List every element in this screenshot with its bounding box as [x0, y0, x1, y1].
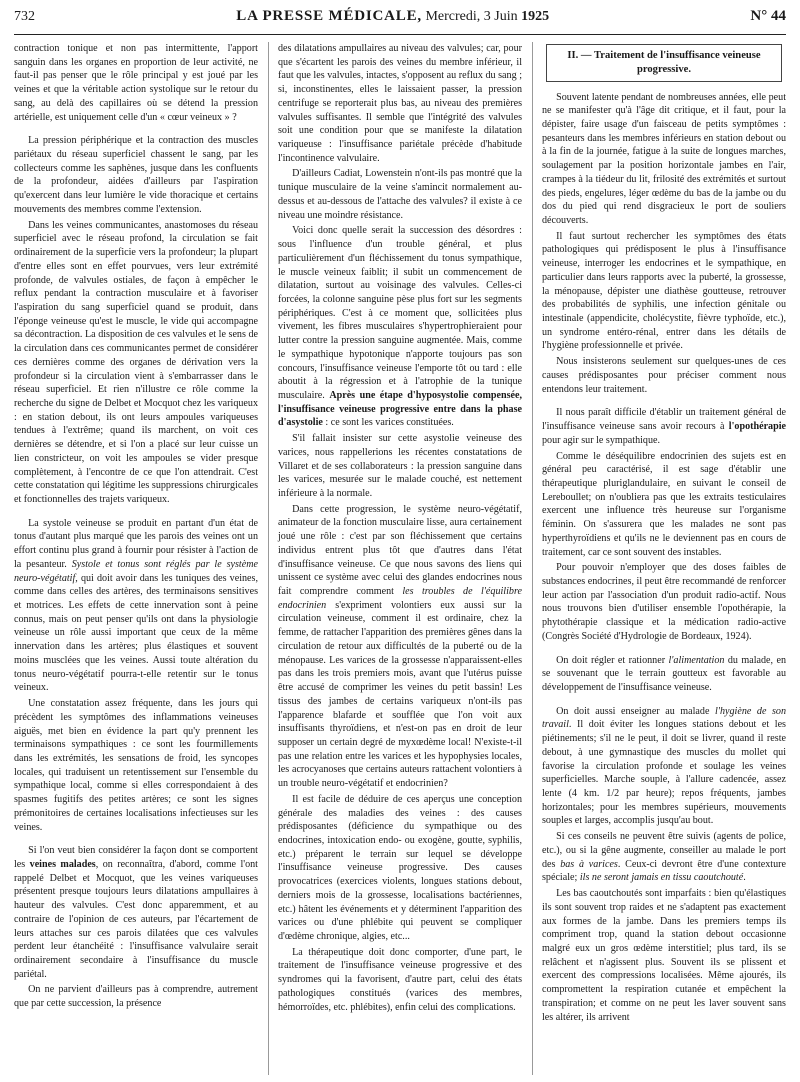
bold-text: Après une étape d'hyposystolie compensée, l'insuffisance veineuse progressive entre dans la phase d'asystolie	[278, 389, 522, 429]
running-header	[14, 8, 786, 35]
text-run: Si l'on veut bien considérer la façon dont se comportent les	[14, 845, 258, 870]
text-run: Voici donc quelle serait la succession des désordres : sous l'influence d'un trouble général, et plus particulièrement d'un fléchissement du tonus sympathique, le muscle veineux faiblit; il subit un commencement de dilatation, surtout au voisinage des valvules. Celles-ci forcées, la colonne sanguine pèse plus fort sur les segments périphériques. C'est à ce moment que, sollicitées plus vivement, les fibres musculaires s'hypertrophieraient pour lutter contre la pression sanguine augmentée. Mais, comme le sympathique hypotonique n'apporte toujours pas son concours, l'insuffisance veineuse l'emporte tôt ou tard : elle aboutit à la régression et à l'atrophie de la tunique musculaire.	[278, 225, 522, 401]
paragraph: Une constatation assez fréquente, dans les jours qui précèdent les symptômes des inflammations veineuses aiguës, met bien en évidence la part qu'y prennent les terminaisons sympathiques : ce sont les fourmillements dans les extrémités, les sensations de froid, les syncopes locales, qui traduisent un retentissement sur l'ensemble du sympathique local, comme si elles correspondaient à des spasmes fugitifs des petites artères; ce sont les signes prémonitoires de certaines localisations infectieuses sur les veines.	[14, 698, 258, 833]
issue-date	[425, 9, 549, 24]
paragraph	[278, 503, 522, 791]
text-run: Il nous paraît difficile d'établir un traitement général de l'insuffisance veineuse sans avoir recours à	[542, 407, 786, 433]
paragraph	[278, 224, 522, 430]
paragraph	[542, 705, 786, 828]
text-run: : ce sont les varices constituées.	[322, 417, 454, 429]
paragraph: Comme le déséquilibre endocrinien des sujets est en général peu caractérisé, il est sage d'établir une thérapeutique pluriglandulaire, en suivant le conseil de Lereboullet; on n'oubliera pas que les extraits testiculaires exercent une influence très heureuse sur l'organisme féminin. On s'assurera que les malades ne sont pas hyperthyroïdiens et qu'ils ne le deviennent pas en cours de traitement, car ce sont souvent des instables.	[542, 450, 786, 558]
paragraph: La pression périphérique et la contraction des muscles pariétaux du réseau superficiel chassent le sang, par les collecteurs comme les saphènes, jusque dans les confluents de la profondeur, aidées d'ailleurs par l'aspiration qu'exercent dans leur lumière le vide thoracique et certains mouvements des membres comme l'extension.	[14, 135, 258, 215]
text-run: . Ceux-ci devront être d'une contexture spéciale;	[542, 858, 786, 884]
emphasis-text: l'alimentation	[668, 654, 725, 666]
paragraph: des dilatations ampullaires au niveau des valvules; car, pour que s'écartent les parois des veines du membre inférieur, il faut que les valvules, intactes, s'opposent au reflux du sang ; si, inconstinentes, elles le laissaient passer, la pression centrifuge se reporterait plus bas, au niveau des premières valvules suffisantes. Il semble que l'intégrité des valvules soit une condition pour que se manifeste la dilatation variqueuse : l'insuffisance pariétale précède d'habitude l'incontinence valvulaire.	[278, 43, 522, 164]
text-run: On doit aussi enseigner au malade	[556, 705, 715, 717]
emphasis-text: Systole et tonus sont réglés par le système neuro-végétatif	[14, 558, 258, 584]
text-run: Si ces conseils ne peuvent être suivis (agents de police, etc.), ou si la gêne augmente, conseiller au malade le port des	[542, 831, 786, 870]
column-3	[532, 42, 786, 1075]
page-number: 732	[14, 9, 35, 24]
column-1	[14, 42, 258, 1075]
emphasis-text: ils ne seront jamais en tissu caoutchouté	[579, 872, 744, 884]
article-columns	[14, 42, 786, 1075]
paragraph: Il est facile de déduire de ces aperçus une conception générale des maladies des veines : des causes prédisposantes (déficience du sympathique ou des endocrines, intoxication endo- ou exogène, goutte, syphilis, etc.) préparent le terrain sur lequel se développe l'insuffisance veineuse progressive. Des causes provocatrices (exercices violents, longues stations debout, derniers mois de la grossesse, localisations bactériennes, etc.) hâtent les événements et y déterminent l'apparition des varices ou d'une phlébite qui peuvent se compliquer d'œdème chronique, algies, etc...	[278, 793, 522, 942]
paragraph: D'ailleurs Cadiat, Lowenstein n'ont-ils pas montré que la tunique musculaire de la veine s'amincit normalement au-dessus et au-dessous de l'attache des valvules? il existe à ce niveau une moindre résistance.	[278, 168, 522, 221]
text-run: s'expriment volontiers eux aussi sur la circulation veineuse, comment il est ordinaire, chez la femme, de rattacher l'apparition des premières gênes dans la circulation de retour aux difficultés de la puberté ou de la ménopause. Les varices de la grossesse n'apparaissent-elles pas dans les trois premiers mois, avant que l'utérus puisse être accusé de comprimer les veines du petit bassin! Les tissus des jambes de certains variqueux n'ont-ils pas l'apparence blafarde et soufflée que l'on voit aux insuffisants thyroïdiens, et n'est-on pas en droit de leur supposer un certain degré de myxœdème local! N'existe-t-il pas une relation entre les varices et les hypophysies locales, les acrocyanoses que certains auteurs rattachent volontiers à un trouble neuro-végétatif et endocrinien?	[278, 599, 522, 790]
column-2	[268, 42, 522, 1075]
paragraph: Il faut surtout rechercher les symptômes des états pathologiques qui prédisposent le plus à l'insuffisance veineuse, interroger les endocrines et le sympathique, en particulier dans leurs rapports avec la puberté, la grossesse, la ménopause, dépister une diathèse goutteuse, retrouver des probabilités de syphilis, une infection génitale ou intestinale (appendicite, cholécystite, fièvre typhoïde, etc.), un syndrome entéro-rénal, entrer dans les détails de l'hygiène professionnelle et privée.	[542, 230, 786, 352]
issue-date-prefix: Mercredi, 3 Juin	[425, 9, 518, 24]
paragraph: S'il fallait insister sur cette asystolie veineuse des varices, nous rappellerions les récentes constatations de Villaret et de ses collaborateurs : la pression sanguine dans les varices, mesurée sur le malade couché, est nettement inférieure à la normale.	[278, 433, 522, 499]
paragraph: Dans les veines communicantes, anastomoses du réseau superficiel avec le réseau profond, la circulation se fait ordinairement de la superficie vers la profondeur; la plupart d'entre elles sont en effet pourvues, vers leur extrémité profonde, de valvules ostiales, de façon à empêcher le reflux pendant la contraction musculaire et à favoriser l'aspiration du sang superficiel quand se produit, dans l'éponge veineuse qu'est le muscle, le vide qui accompagne sa décontraction. La disposition de ces valvules et le sens de la circulation dans ces communicantes permet de considérer ces dernières comme des organes de dérivation vers la profondeur si la circulation vient à s'embarrasser dans le réseau superficiel. Et rien n'illustre ce rôle comme la recherche du signe de Delbet et Mocquot chez les variqueux : en station debout, ils ont leurs ampoules variqueuses tendues à l'extrême; quand ils marchent, on voit ces dernières se détendre, et si l'on a placé sur leur cuisse un lien constricteur, on voit les ampoules se vider presque complètement, à l'encontre de ce que l'on attendrait. C'est cette constatation qui légitime les suppressions chirurgicales et fonctionnelles des trajets variqueux.	[14, 219, 258, 505]
paragraph	[542, 406, 786, 447]
emphasis-text: les troubles de l'équilibre endocrinien	[278, 586, 522, 611]
bold-text: veines malades	[29, 858, 96, 870]
text-run: On doit régler et rationner	[556, 654, 669, 666]
text-run: , qui doit avoir dans les tuniques des veines, comme dans celles des artères, des terminaisons sensitives et motrices. Les effets de cette innervation sont à peine connus, mais on peut penser qu'ils ont dans la physiologie veineuse un rôle aussi important que ceux de la même innervation dans les artères; plus élastiques et souvent moins musclées que les veines. Aussi toute altération du tonus neuro-végétatif pourra-t-elle retentir sur le tonus veineux.	[14, 572, 258, 694]
paragraph: Nous insisterons seulement sur quelques-unes de ces causes prédisposantes pour préciser comment nous entendons leur traitement.	[542, 356, 786, 395]
paragraph: On ne parvient d'ailleurs pas à comprendre, autrement que par cette succession, la présence	[14, 984, 258, 1010]
paragraph: La thérapeutique doit donc comporter, d'une part, le traitement de l'insuffisance veineuse progressive et des syndromes qui la favorisent, d'autre part, celui des états pathologiques constitués (varices des membres, hémorroïdes, etc. phlébites), enfin celui des complications.	[278, 946, 522, 1013]
text-run: . Il doit éviter les longues stations debout et les piétinements; s'il ne le peut, il doit se livrer, quand il reste debout, à une gymnastique des muscles du mollet qui favorise la circulation profonde et soulage les veines superficielles. Marche souple, à l'allure cadencée, assez lente (4 km. 1/2 par heure); repos fréquents, jambes horizontales; pour les membres supérieurs, mouvements souples et larges, accomplis jusqu'au bout.	[542, 719, 786, 827]
bold-text: l'opothérapie	[728, 421, 786, 433]
paragraph: Les bas caoutchoutés sont imparfaits : bien qu'élastiques ils sont souvent trop raides et ne s'adaptent pas exactement aux formes de la jambe. Dans les premiers temps ils compriment trop, quand la station debout occasionne malgré eux un gros œdème interstitiel; plus tard, ils se relâchent et n'agissent plus. Souvent ils se plissent et exercent des compressions localisées. Même ajourés, ils compromettent la respiration cutanée et empêchent la transpiration; et comme on ne peut les laver souvent sans les altérer, ils arrivent	[542, 888, 786, 1023]
text-run: , on reconnaîtra, d'abord, comme l'ont rappelé Delbet et Mocquot, que les veines variqueuses présentent presque toujours leurs dilatations ampullaires à hauteur des valvules. C'est donc apparemment, et au contraire de l'opinion de ces auteurs, par l'écartement de leurs attaches sur ces parois dilatées que ces valvules perdent leur étanchéité : l'insuffisance valvulaire serait ordinairement secondaire à l'insuffisance du muscle pariétal.	[14, 858, 258, 980]
section-heading: II. — Traitement de l'insuffisance veineuse progressive.	[546, 44, 782, 82]
emphasis-text: l'hygiène de son travail	[542, 705, 786, 731]
issue-number: N° 44	[750, 8, 786, 24]
running-title	[236, 8, 549, 25]
paragraph	[542, 830, 786, 885]
emphasis-text: bas à varices	[560, 858, 618, 870]
paragraph	[14, 517, 258, 695]
text-run: .	[743, 872, 746, 884]
text-run: pour agir sur le sympathique.	[542, 434, 661, 446]
text-run: La systole veineuse se produit en partant d'un état de tonus d'autant plus marqué que les parois des veines ont un effort continu plus grand à fournir pour résister à l'action de la pesanteur.	[14, 517, 258, 570]
paragraph	[14, 844, 258, 981]
paragraph: Pour pouvoir n'employer que des doses faibles de substances endocrines, il peut être recommandé de renforcer leur action par l'association d'un produit radio-actif. Nous nous trouvons bien d'utiliser ensemble l'opothérapie, la phytothérapie classique et la médication radio-active (Congrès Société d'Hydrologie de Bordeaux, 1924).	[542, 562, 786, 642]
text-run: Dans cette progression, le système neuro-végétatif, animateur de la fonction musculaire lisse, aura certainement joué une rôle : c'est par son fléchissement que certains individus entrent plus tôt que d'autres dans l'état d'insuffisance veineuse. Ce que nous savons des liens qui unissent ce système avec celui des glandes endocrines nous fait comprendre comment	[278, 503, 522, 598]
paragraph: contraction tonique et non pas intermittente, l'apport sanguin dans les organes en proportion de leur activité, ne faut-il pas penser que le rôle principal y est joué par les veines et que la véritable action systolique sur le retour du sang, au delà des capillaires où se détend la pression artérielle, est uniquement celle d'un « cœur veineux » ?	[14, 43, 258, 123]
text-run: du malade, en se souvenant que le terrain goutteux est favorable au développement de l'insuffisance veineuse.	[542, 654, 786, 693]
issue-year: 1925	[521, 9, 550, 24]
journal-name: LA PRESSE MÉDICALE,	[236, 8, 422, 24]
paragraph: Souvent latente pendant de nombreuses années, elle peut ne se manifester qu'à l'âge dit critique, et il faut, pour la dépister, faire usage d'un faisceau de petits symptômes : pesanteurs dans les membres inférieurs en station debout ou à la fin de la journée, fatigue à la suite de longues marches, soulagement par la position horizontale jambes en l'air, crampes à la tiédeur du lit, frilosité des extrémités et surtout des pieds, engelures, léger œdème du bas de la jambe ou du dos du pied qui rend disgracieux le port de souliers découverts.	[542, 91, 786, 226]
paragraph	[542, 654, 786, 695]
